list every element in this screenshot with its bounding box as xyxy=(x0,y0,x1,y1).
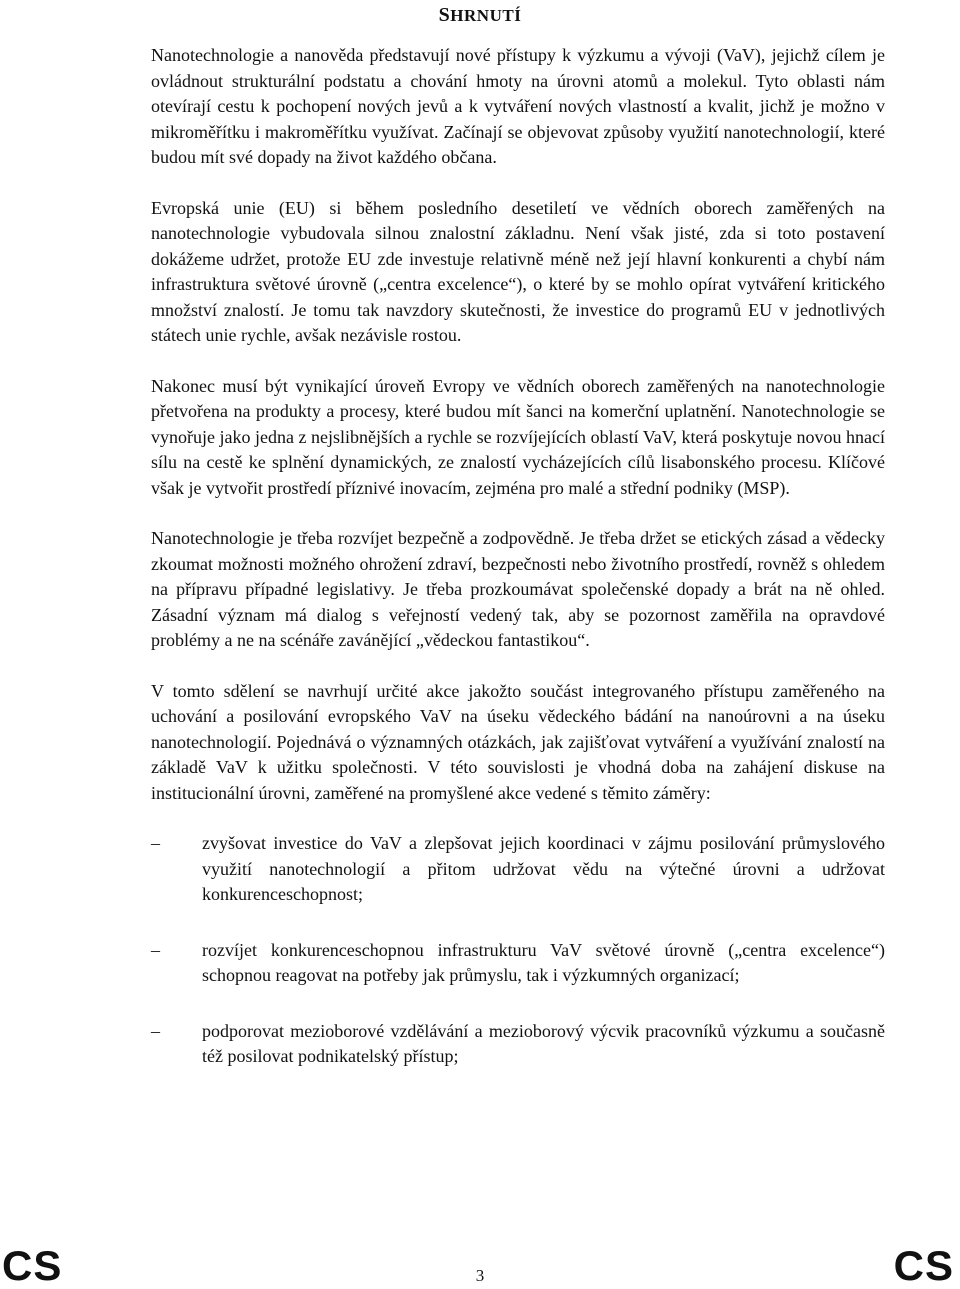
paragraph-commercialisation: Nakonec musí být vynikající úroveň Evropy ve vědních oborech zaměřených na nanotechnologie přetvořena na produkty a procesy, které budou mít šanci na komerční uplatnění. Nanotechnologie se vynořuje jako jedna z nejslibnějších a rychle se rozvíjejících oblastí VaV, která poskytuje novou hnací sílu na cestě ke splnění dynamických, ze znalostí vycházejících cílů lisabonského procesu. Klíčové však je vytvořit prostředí příznivé inovacím, zejména pro malé a střední podniky (MSP). xyxy=(151,375,885,498)
paragraph-safety: Nanotechnologie je třeba rozvíjet bezpečně a zodpovědně. Je třeba držet se etických zásad a vědecky zkoumat možnosti možného ohrožení zdraví, bezpečnosti nebo životního prostředí, rovněž s ohledem na přípravu případné legislativy. Je třeba prozkoumávat společenské dopady a brát na ně ohled. Zásadní význam má dialog s veřejností vedený tak, aby se pozornost zaměřila na opravdové problémy a ne na scénáře zavánějící „vědeckou fantastikou“. xyxy=(151,528,885,650)
paragraph-proposed-actions: V tomto sdělení se navrhují určité akce jakožto součást integrovaného přístupu zaměřeného na uchování a posilování evropského VaV na úseku vědeckého bádání na nanoúrovni a na úseku nanotechnologií. Pojednává o významných otázkách, jak zajišťovat vytváření a využívání znalostí na základě VaV k užitku společnosti. V této souvislosti je vhodná doba na zahájení diskuse na institucionální úrovni, zaměřené na promyšlené akce vedené s těmito záměry: xyxy=(151,680,885,803)
paragraph-eu-knowledge-base: Evropská unie (EU) si během posledního desetiletí ve vědních oborech zaměřených na nanotechnologie vybudovala silnou znalostní základnu. Není však jisté, zda si toto postavení dokážeme udržet, protože EU zde investuje relativně méně než její hlavní konkurenti a chybí nám infrastruktura světové úrovně („centra excelence“), o které by se mohlo opírat vytváření kritického množství znalostí. Je tomu tak navzdory skutečnosti, že investice do programů EU v jednotlivých státech unie rychle, avšak nezávisle rostou. xyxy=(151,197,885,345)
dash-bullet: – xyxy=(151,1020,160,1041)
page-number: 3 xyxy=(475,1266,485,1285)
list-item-text: podporovat mezioborové vzdělávání a mezioborový výcvik pracovníků výzkumu a současně též posilovat podnikatelský přístup; xyxy=(202,1020,885,1066)
section-heading-rest: HRNUTÍ xyxy=(450,6,522,25)
footer-language-code-left: CS xyxy=(2,1242,63,1289)
list-item-text: rozvíjet konkurenceschopnou infrastrukturu VaV světové úrovně („centra excelence“) schopnou reagovat na potřeby jak průmyslu, tak i výzkumných organizací; xyxy=(202,939,885,985)
document-body xyxy=(151,43,885,1100)
footer-language-code-right: CS xyxy=(893,1242,954,1289)
dash-bullet: – xyxy=(151,833,160,853)
section-heading-initial: S xyxy=(438,4,451,26)
dash-bullet: – xyxy=(151,939,160,960)
list-item-text: zvyšovat investice do VaV a zlepšovat jejich koordinaci v zájmu posilování průmyslového využití nanotechnologií a přitom udržovat vědu na výtečné úrovni a udržovat konkurenceschopnost; xyxy=(202,833,885,904)
paragraph-intro: Nanotechnologie a nanověda představují nové přístupy k výzkumu a vývoji (VaV), jejichž cílem je ovládnout strukturální podstatu a chování hmoty na úrovni atomů a molekul. Tyto oblasti nám otevírají cestu k pochopení nových jevů a k vytváření nových vlastností a kvalit, jichž je možno v mikroměřítku i makroměřítku využívat. Začínají se objevovat způsoby využití nanotechnologií, které budou mít své dopady na život každého občana. xyxy=(151,45,885,167)
list-item xyxy=(151,1019,885,1070)
list-item xyxy=(151,938,885,989)
section-heading xyxy=(0,4,960,27)
objectives-list xyxy=(151,831,885,1070)
list-item xyxy=(151,831,885,908)
